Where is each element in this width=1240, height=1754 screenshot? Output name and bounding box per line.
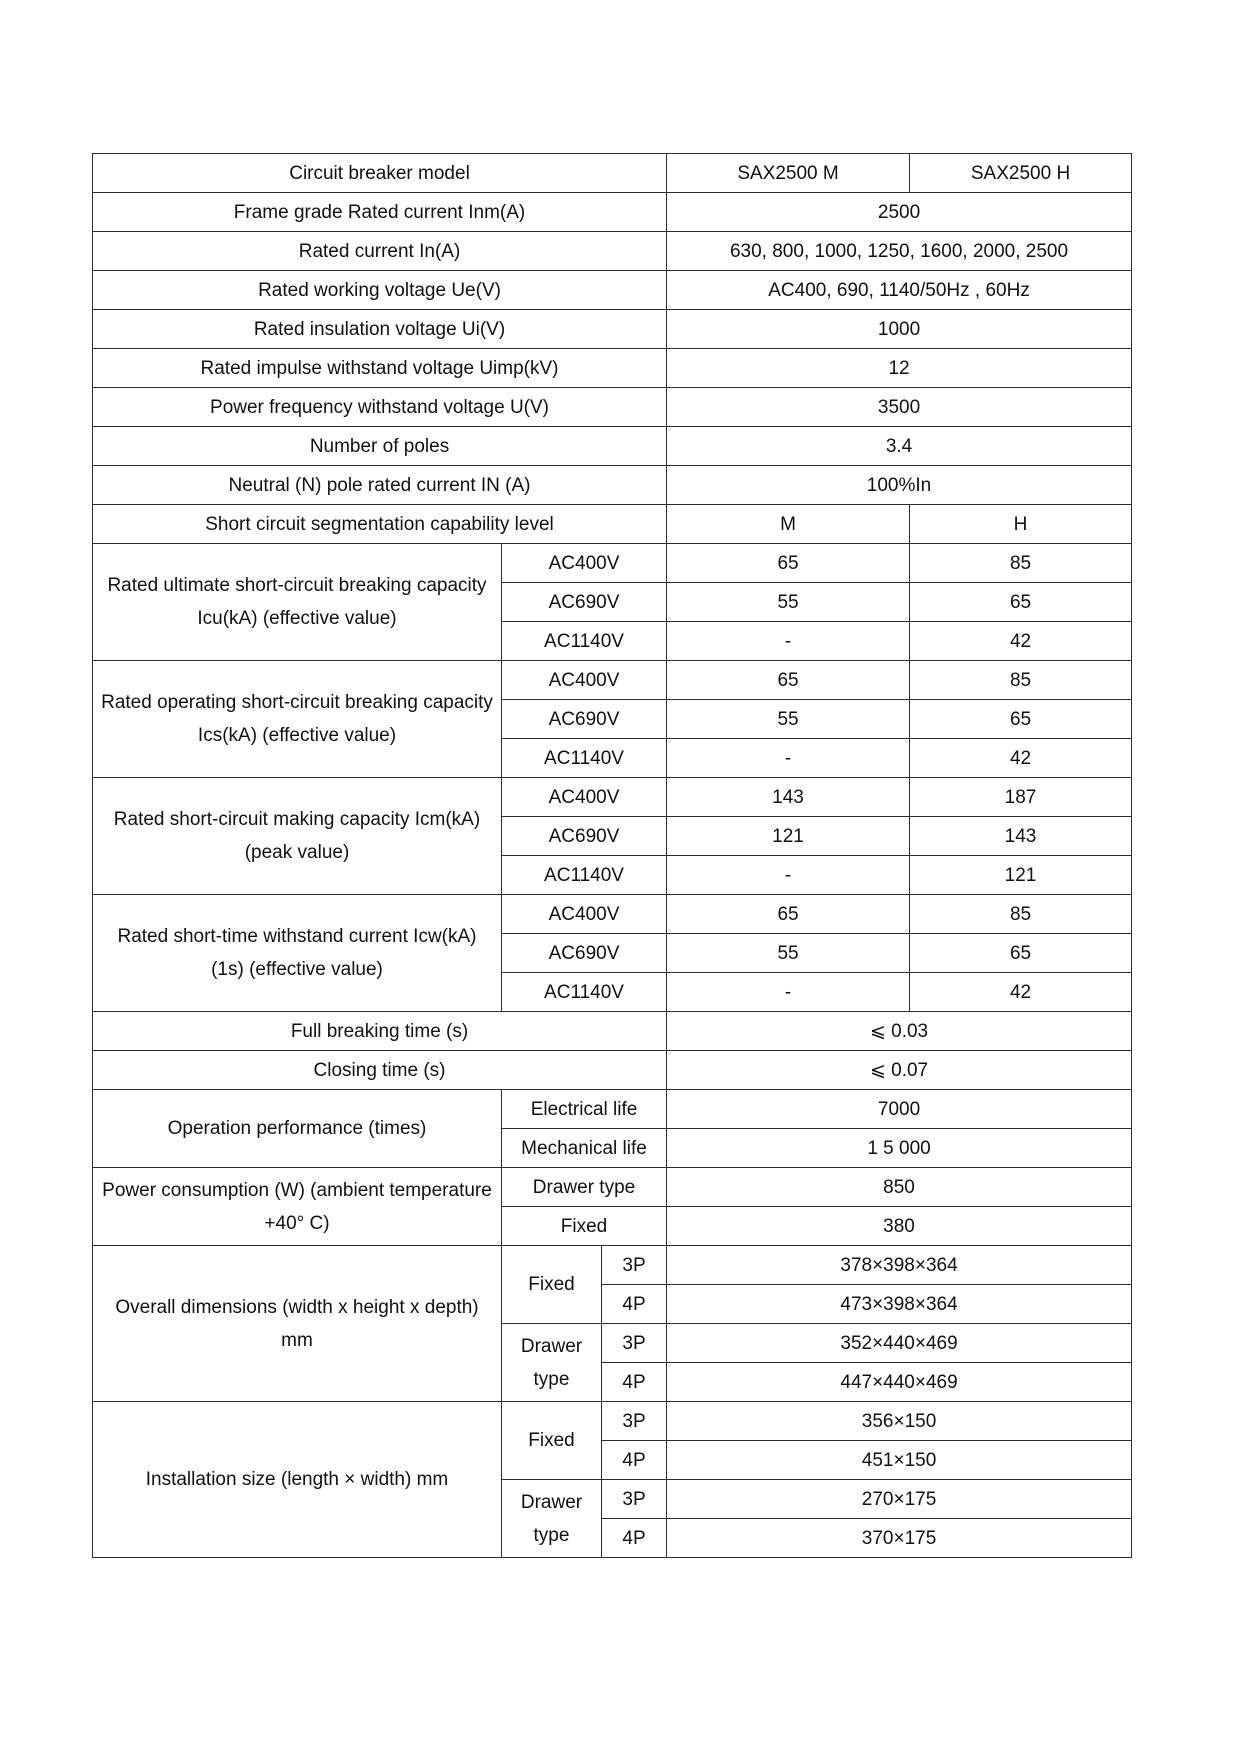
value-h: 187 <box>910 778 1132 817</box>
table-row <box>93 193 1132 232</box>
header-label: Circuit breaker model <box>93 154 667 193</box>
level-h: H <box>910 505 1132 544</box>
row-value: 352×440×469 <box>667 1324 1132 1363</box>
value-m: - <box>667 856 910 895</box>
voltage-label: AC400V <box>502 661 667 700</box>
value-h: 121 <box>910 856 1132 895</box>
table-row <box>93 1051 1132 1090</box>
type-label: Drawer type <box>502 1168 667 1207</box>
mount-type-label: Fixed <box>502 1402 602 1480</box>
voltage-label: AC690V <box>502 583 667 622</box>
voltage-label: AC400V <box>502 778 667 817</box>
voltage-label: AC1140V <box>502 622 667 661</box>
row-label: Closing time (s) <box>93 1051 667 1090</box>
table-row <box>93 466 1132 505</box>
row-label: Rated insulation voltage Ui(V) <box>93 310 667 349</box>
row-value: 378×398×364 <box>667 1246 1132 1285</box>
value-m: - <box>667 739 910 778</box>
row-label: Rated current In(A) <box>93 232 667 271</box>
level-row <box>93 505 1132 544</box>
mount-type-label: Fixed <box>502 1246 602 1324</box>
row-value: 7000 <box>667 1090 1132 1129</box>
model-h-header: SAX2500 H <box>910 154 1132 193</box>
value-m: 55 <box>667 700 910 739</box>
voltage-label: AC400V <box>502 895 667 934</box>
row-value: AC400, 690, 1140/50Hz , 60Hz <box>667 271 1132 310</box>
group-label-operation: Operation performance (times) <box>93 1090 502 1168</box>
table-row <box>93 1090 1132 1129</box>
group-label-icw: Rated short-time withstand current Icw(kA) (1s) (effective value) <box>93 895 502 1012</box>
poles-label: 4P <box>602 1441 667 1480</box>
value-h: 65 <box>910 583 1132 622</box>
poles-label: 3P <box>602 1402 667 1441</box>
group-label-icu: Rated ultimate short-circuit breaking capacity Icu(kA) (effective value) <box>93 544 502 661</box>
value-m: - <box>667 973 910 1012</box>
table-row <box>93 1168 1132 1207</box>
table-row <box>93 349 1132 388</box>
row-value: 1000 <box>667 310 1132 349</box>
group-label-icm: Rated short-circuit making capacity Icm(kA) (peak value) <box>93 778 502 895</box>
poles-label: 4P <box>602 1519 667 1558</box>
value-h: 143 <box>910 817 1132 856</box>
table-row <box>93 1012 1132 1051</box>
row-label: Rated working voltage Ue(V) <box>93 271 667 310</box>
row-label: Short circuit segmentation capability level <box>93 505 667 544</box>
voltage-label: AC1140V <box>502 973 667 1012</box>
poles-label: 3P <box>602 1246 667 1285</box>
table-row <box>93 1246 1132 1285</box>
table-row <box>93 544 1132 583</box>
row-label: Frame grade Rated current Inm(A) <box>93 193 667 232</box>
value-h: 65 <box>910 934 1132 973</box>
row-value: 2500 <box>667 193 1132 232</box>
voltage-label: AC690V <box>502 817 667 856</box>
row-label: Full breaking time (s) <box>93 1012 667 1051</box>
poles-label: 4P <box>602 1285 667 1324</box>
value-m: 65 <box>667 895 910 934</box>
row-value: ⩽ 0.03 <box>667 1012 1132 1051</box>
row-value: 270×175 <box>667 1480 1132 1519</box>
value-m: 65 <box>667 661 910 700</box>
row-value: 3500 <box>667 388 1132 427</box>
type-label: Electrical life <box>502 1090 667 1129</box>
table-row <box>93 388 1132 427</box>
value-h: 42 <box>910 622 1132 661</box>
voltage-label: AC1140V <box>502 856 667 895</box>
table-row <box>93 232 1132 271</box>
row-value: 1 5 000 <box>667 1129 1132 1168</box>
voltage-label: AC690V <box>502 934 667 973</box>
table-row <box>93 271 1132 310</box>
value-m: 65 <box>667 544 910 583</box>
table-row <box>93 661 1132 700</box>
row-value: 630, 800, 1000, 1250, 1600, 2000, 2500 <box>667 232 1132 271</box>
value-h: 85 <box>910 544 1132 583</box>
type-label: Fixed <box>502 1207 667 1246</box>
row-value: 12 <box>667 349 1132 388</box>
mount-type-label: Drawer type <box>502 1480 602 1558</box>
row-value: ⩽ 0.07 <box>667 1051 1132 1090</box>
value-m: 143 <box>667 778 910 817</box>
value-m: - <box>667 622 910 661</box>
voltage-label: AC1140V <box>502 739 667 778</box>
table-row <box>93 1402 1132 1441</box>
value-h: 42 <box>910 973 1132 1012</box>
value-m: 55 <box>667 583 910 622</box>
row-value: 100%In <box>667 466 1132 505</box>
table-row <box>93 427 1132 466</box>
specification-table <box>92 153 1132 1558</box>
row-value: 447×440×469 <box>667 1363 1132 1402</box>
group-label-dimensions: Overall dimensions (width x height x depth) mm <box>93 1246 502 1402</box>
voltage-label: AC690V <box>502 700 667 739</box>
row-label: Rated impulse withstand voltage Uimp(kV) <box>93 349 667 388</box>
row-value: 850 <box>667 1168 1132 1207</box>
value-h: 65 <box>910 700 1132 739</box>
row-label: Neutral (N) pole rated current IN (A) <box>93 466 667 505</box>
group-label-power: Power consumption (W) (ambient temperature +40° C) <box>93 1168 502 1246</box>
row-label: Power frequency withstand voltage U(V) <box>93 388 667 427</box>
value-h: 85 <box>910 661 1132 700</box>
poles-label: 3P <box>602 1324 667 1363</box>
value-h: 85 <box>910 895 1132 934</box>
level-m: M <box>667 505 910 544</box>
group-label-ics: Rated operating short-circuit breaking capacity Ics(kA) (effective value) <box>93 661 502 778</box>
row-value: 380 <box>667 1207 1132 1246</box>
type-label: Mechanical life <box>502 1129 667 1168</box>
row-value: 370×175 <box>667 1519 1132 1558</box>
table-row <box>93 778 1132 817</box>
row-value: 3.4 <box>667 427 1132 466</box>
row-value: 356×150 <box>667 1402 1132 1441</box>
value-m: 121 <box>667 817 910 856</box>
value-m: 55 <box>667 934 910 973</box>
row-value: 473×398×364 <box>667 1285 1132 1324</box>
voltage-label: AC400V <box>502 544 667 583</box>
model-m-header: SAX2500 M <box>667 154 910 193</box>
value-h: 42 <box>910 739 1132 778</box>
header-row <box>93 154 1132 193</box>
row-value: 451×150 <box>667 1441 1132 1480</box>
row-label: Number of poles <box>93 427 667 466</box>
mount-type-label: Drawer type <box>502 1324 602 1402</box>
group-label-installation: Installation size (length × width) mm <box>93 1402 502 1558</box>
table-row <box>93 895 1132 934</box>
poles-label: 3P <box>602 1480 667 1519</box>
table-row <box>93 310 1132 349</box>
poles-label: 4P <box>602 1363 667 1402</box>
